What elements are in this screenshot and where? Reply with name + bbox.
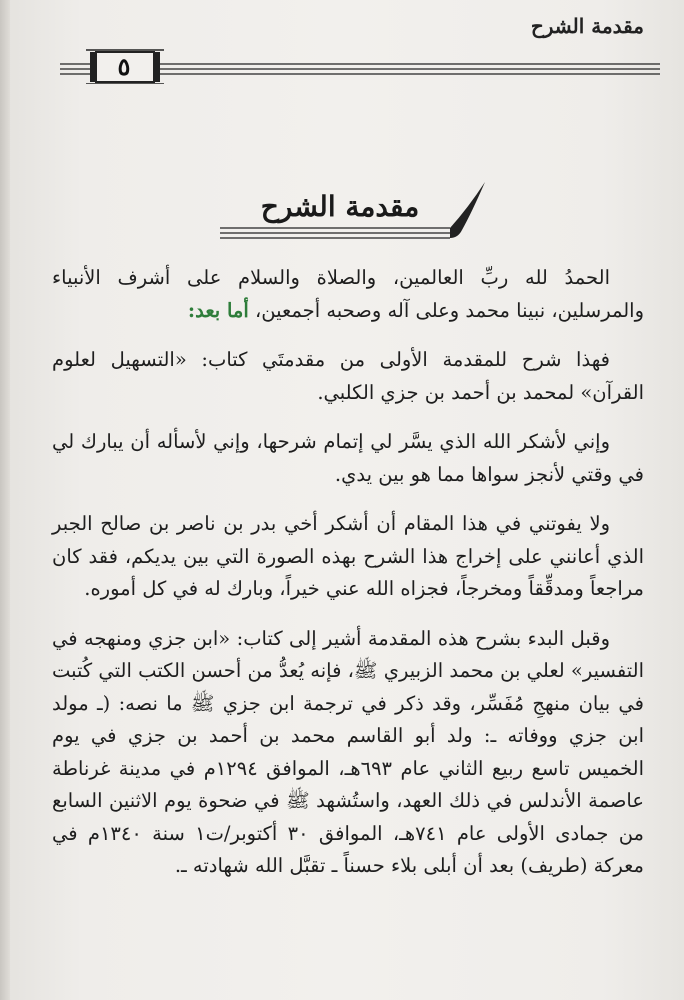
paragraph-4: ولا يفوتني في هذا المقام أن أشكر أخي بدر بن ناصر بن صالح الجبر الذي أعانني على إخراج هذا الشرح بهذه الصورة التي بين يديكم، فقد كان مراجعاً ومدقِّقاً ومخرجاً، فجزاه الله عني خيراً، وبارك له في كل أموره. <box>52 512 644 600</box>
section-title: مقدمة الشرح <box>260 190 420 223</box>
paragraph-5: وقبل البدء بشرح هذه المقدمة أشير إلى كتاب: «ابن جزي ومنهجه في التفسير» لعلي بن محمد الزبيري ﷺ، فإنه يُعدُّ من أحسن الكتب التي كُتبت في بيان منهجِ مُفَسِّر، وقد ذكر في ترجمة ابن جزي ﷺ ما نصه: (ـ مولد ابن جزي ووفاته ـ: ولد أبو القاسم محمد بن أحمد بن جزي في يوم الخميس تاسع ربيع الثاني عام ٦٩٣هـ، الموافق ١٢٩٤م في مدينة غرناطة عاصمة الأندلس في ذلك العهد، واستُشهد ﷺ في ضحوة يوم الاثنين السابع من جمادى الأولى عام ٧٤١هـ، الموافق ٣٠ أكتوبر/ت١ سنة ١٣٤٠م في معركة (طريف) بعد أن أبلى بلاء حسناً ـ تقبَّل الله شهادته ـ. <box>52 626 644 877</box>
running-head: مقدمة الشرح <box>530 14 644 38</box>
paragraph-1-text: الحمدُ لله ربِّ العالمين، والصلاة والسلام على أشرف الأنبياء والمرسلين، نبينا محمد وعلى آله وصحبه أجمعين، <box>52 266 644 322</box>
header-rule-ornament <box>60 44 660 84</box>
page-edge <box>0 0 10 1000</box>
body-text <box>52 262 644 883</box>
paragraph-3: وإني لأشكر الله الذي يسَّر لي إتمام شرحها، وإني لأسأله أن يبارك لي في وقتي لأنجز سواها مما هو بين يدي. <box>52 430 644 486</box>
paragraph-2: فهذا شرح للمقدمة الأولى من مقدمتَي كتاب: «التسهيل لعلوم القرآن» لمحمد بن أحمد بن جزي الكلبي. <box>52 348 644 404</box>
paragraph-1 <box>52 262 644 327</box>
page-number: ٥ <box>117 52 131 81</box>
ama-bad-emphasis: أما بعد: <box>187 298 249 322</box>
